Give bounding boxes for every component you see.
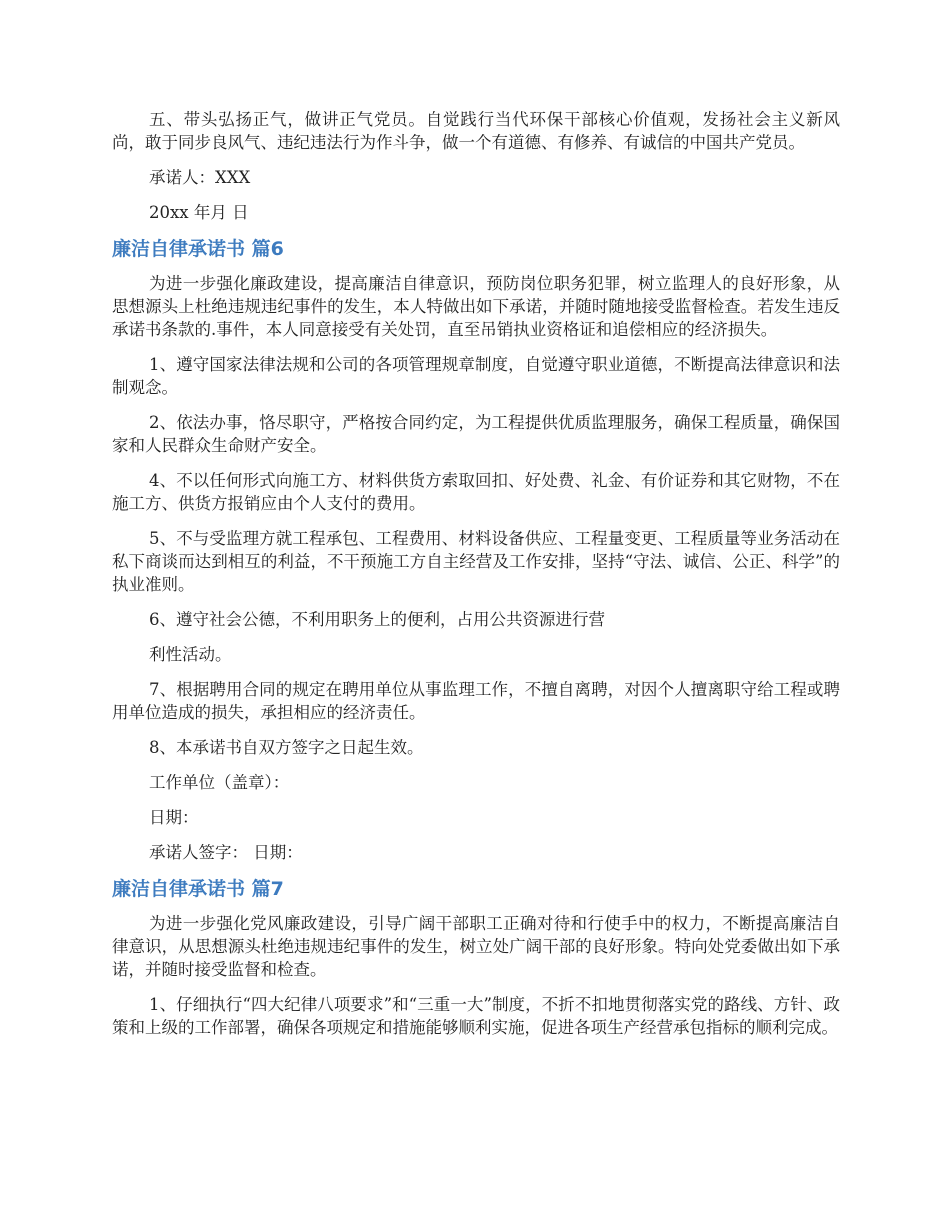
paragraph: 7、根据聘用合同的规定在聘用单位从事监理工作，不擅自离聘，对因个人擅离职守给工程或聘用单位造成的损失，承担相应的经济责任。 [112, 680, 840, 722]
signer-line: 承诺人：XXX [149, 168, 251, 187]
paragraph: 6、遵守社会公德，不利用职务上的便利，占用公共资源进行营 [149, 610, 605, 629]
paragraph: 为进一步强化廉政建设，提高廉洁自律意识，预防岗位职务犯罪，树立监理人的良好形象，从思想源头上杜绝违规违纪事件的发生，本人特做出如下承诺，并随时随地接受监督检查。若发生违反承诺书条款的.事件，本人同意接受有关处罚，直至吊销执业资格证和追偿相应的经济损失。 [112, 274, 840, 339]
date-line: 日期： [149, 808, 199, 827]
date-line: 20xx 年月 日 [149, 203, 249, 222]
document-page [112, 108, 840, 1051]
section-heading-7: 廉洁自律承诺书 篇7 [112, 878, 284, 900]
work-unit-line: 工作单位（盖章）： [149, 773, 290, 792]
paragraph: 1、遵守国家法律法规和公司的各项管理规章制度，自觉遵守职业道德，不断提高法律意识和法制观念。 [112, 355, 840, 397]
paragraph: 利性活动。 [149, 645, 232, 664]
paragraph: 4、不以任何形式向施工方、材料供货方索取回扣、好处费、礼金、有价证券和其它财物，不在施工方、供货方报销应由个人支付的费用。 [112, 471, 840, 513]
paragraph: 5、不与受监理方就工程承包、工程费用、材料设备供应、工程量变更、工程质量等业务活动在私下商谈而达到相互的利益，不干预施工方自主经营及工作安排，坚持“守法、诚信、公正、科学”的执业准则。 [112, 529, 840, 594]
section-heading-6: 廉洁自律承诺书 篇6 [112, 238, 284, 260]
paragraph: 2、依法办事，恪尽职守，严格按合同约定，为工程提供优质监理服务，确保工程质量，确保国家和人民群众生命财产安全。 [112, 413, 840, 455]
paragraph: 五、带头弘扬正气，做讲正气党员。自觉践行当代环保干部核心价值观，发扬社会主义新风尚，敢于同步良风气、违纪违法行为作斗争，做一个有道德、有修养、有诚信的中国共产党员。 [112, 110, 840, 152]
paragraph: 1、仔细执行“四大纪律八项要求”和“三重一大”制度，不折不扣地贯彻落实党的路线、方针、政策和上级的工作部署，确保各项规定和措施能够顺利实施，促进各项生产经营承包指标的顺利完成。 [112, 995, 840, 1037]
signature-line: 承诺人签字： 日期： [149, 843, 303, 862]
paragraph: 为进一步强化党风廉政建设，引导广阔干部职工正确对待和行使手中的权力，不断提高廉洁自律意识，从思想源头杜绝违规违纪事件的发生，树立处广阔干部的良好形象。特向处党委做出如下承诺，并随时接受监督和检查。 [112, 914, 840, 979]
paragraph: 8、本承诺书自双方签字之日起生效。 [149, 738, 424, 757]
